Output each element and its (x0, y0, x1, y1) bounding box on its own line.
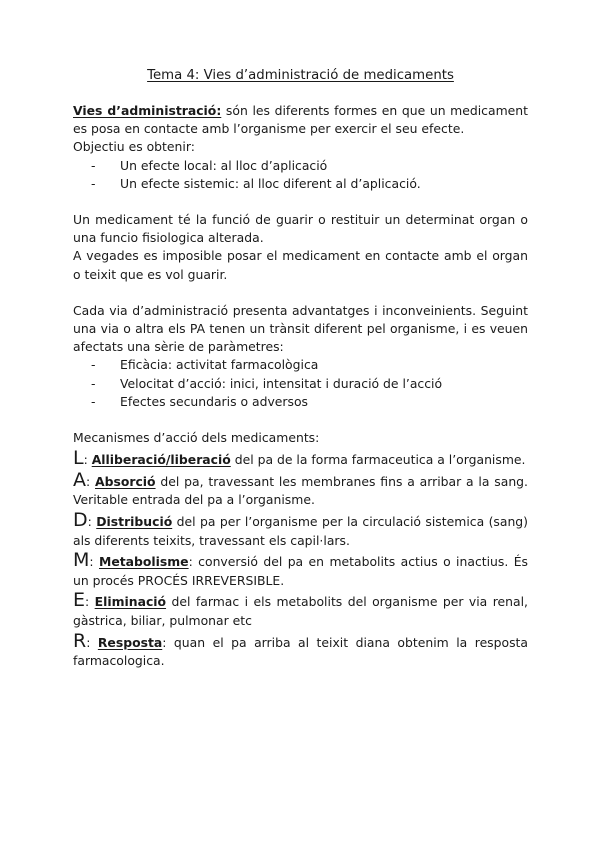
mechanism-letter: M (73, 549, 90, 572)
advantages-paragraph: Cada via d’administració presenta advantatges i inconveinients. Seguint una via o altra els PA tenen un trànsit diferent pel organisme, i es veuen afectats una sèrie de paràmetres: (73, 302, 528, 355)
intro-paragraph (73, 102, 528, 138)
mechanism-letter: E (73, 589, 86, 612)
list-item: - Un efecte sistemic: al lloc diferent al d’aplicació. (73, 175, 528, 193)
function-paragraph: Un medicament té la funció de guarir o restituir un determinat organ o una funcio fisiologica alterada. (73, 212, 528, 246)
mechanism-letter: L (73, 447, 84, 470)
mechanisms-list (73, 447, 529, 671)
mechanism-item: L: Alliberació/liberació del pa de la forma farmaceutica a l’organisme. (73, 447, 526, 470)
mechanism-term: Alliberació/liberació (91, 452, 231, 468)
title-text: Tema 4: Vies d’administració de medicaments (147, 68, 454, 83)
mechanism-letter: D (73, 509, 88, 532)
mechanism-term: Metabolisme (99, 554, 189, 570)
document-title (73, 68, 528, 83)
objective-line: Objectiu es obtenir: (73, 139, 195, 155)
mechanisms-heading: Mecanismes d’acció dels medicaments: (73, 430, 320, 446)
effects-list (73, 157, 528, 193)
mechanism-letter: R (73, 629, 87, 652)
mechanism-item: E: Eliminació del farmac i els metabolits del organisme per via renal, gàstrica, biliar, pulmonar etc (73, 589, 528, 628)
mechanism-item: D: Distribució del pa per l’organisme per la circulació sistemica (sang) als diferents teixits, travessant els capil·lars. (73, 509, 529, 548)
mechanism-letter: A (73, 468, 86, 491)
parameters-list (73, 356, 528, 411)
mechanism-term: Eliminació (94, 594, 167, 610)
list-item: - Un efecte local: al lloc d’aplicació (73, 157, 528, 175)
intro-term: Vies d’administració: (73, 103, 222, 118)
list-item: - Velocitat d’acció: inici, intensitat i duració de l’acció (73, 375, 528, 393)
mechanism-item: M: Metabolisme: conversió del pa en metabolits actius o inactius. És un procés PROCÉS IRREVERSIBLE. (73, 549, 528, 588)
mechanism-item: R: Resposta: quan el pa arriba al teixit diana obtenim la resposta farmacologica. (73, 629, 528, 669)
list-item: - Eficàcia: activitat farmacològica (73, 356, 528, 374)
mechanism-term: Resposta (97, 634, 163, 650)
mechanism-term: Distribució (96, 514, 173, 530)
mechanism-item: A: Absorció del pa, travessant les membranes fins a arribar a la sang. Veritable entrada del pa a l’organisme. (73, 468, 528, 508)
mechanism-term: Absorció (95, 473, 156, 489)
intro-definition: són les diferents formes en que un medicament es posa en contacte amb l’organisme per exercir el seu efecte. (73, 103, 528, 137)
list-item: - Efectes secundaris o adversos (73, 393, 528, 411)
impossible-paragraph: A vegades es imposible posar el medicament en contacte amb el organ o teixit que es vol guarir. (73, 248, 528, 282)
